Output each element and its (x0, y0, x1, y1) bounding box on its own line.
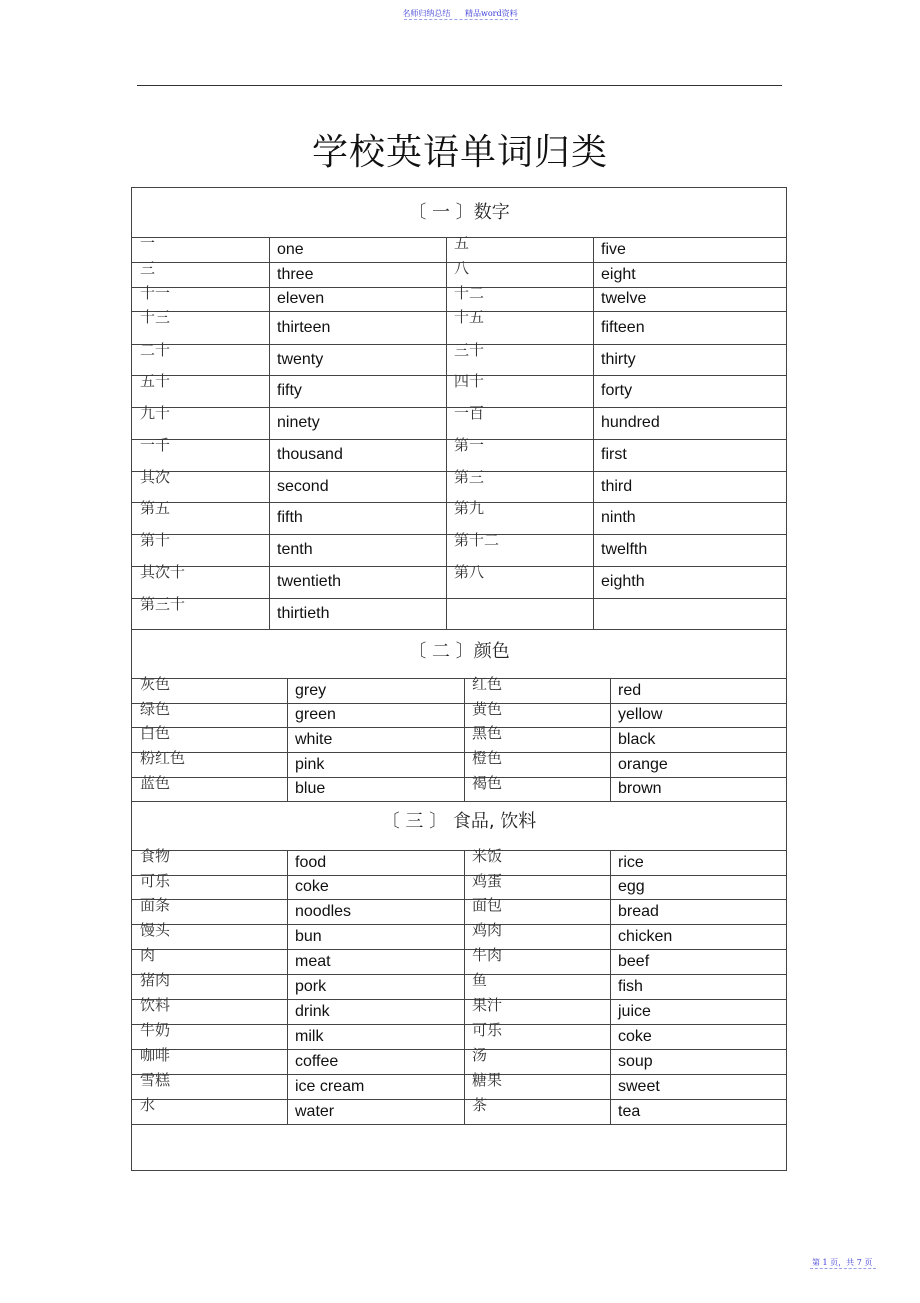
section-heading-divider (132, 678, 786, 679)
chinese-word: 红色 (472, 675, 503, 693)
english-word: water (295, 1103, 335, 1120)
section-heading: 〔 一 〕数字 (408, 202, 510, 223)
table-row-divider (132, 875, 786, 876)
chinese-word: 五十 (140, 372, 171, 390)
column-divider (287, 678, 288, 801)
chinese-word: 第十 (140, 531, 171, 549)
chinese-word: 三 (140, 259, 156, 277)
chinese-word: 果汁 (472, 996, 503, 1014)
english-word: fifteen (601, 319, 645, 336)
top-rule (137, 85, 782, 86)
page-header (0, 8, 920, 19)
table-row-divider (132, 629, 786, 630)
chinese-word: 第一 (454, 436, 485, 454)
footer-dashed-rule (810, 1268, 876, 1269)
english-word: egg (618, 878, 645, 895)
english-word: drink (295, 1003, 330, 1020)
english-word: bread (618, 903, 659, 920)
chinese-word: 蓝色 (140, 774, 171, 792)
column-divider (593, 237, 594, 629)
english-word: eleven (277, 290, 325, 307)
chinese-word: 糖果 (472, 1071, 503, 1089)
chinese-word: 肉 (140, 946, 156, 964)
section-heading: 〔 三 〕 食品, 饮料 (381, 811, 537, 832)
chinese-word: 其次 (140, 468, 171, 486)
column-divider (610, 850, 611, 1124)
english-word: noodles (295, 903, 352, 920)
chinese-word: 五 (454, 234, 470, 252)
chinese-word: 二十 (140, 341, 171, 359)
english-word: coffee (295, 1053, 339, 1070)
chinese-word: 水 (140, 1096, 156, 1114)
english-word: fifty (277, 382, 302, 399)
chinese-word: 黑色 (472, 724, 503, 742)
chinese-word: 十二 (454, 284, 485, 302)
english-word: red (618, 682, 642, 699)
chinese-word: 八 (454, 259, 470, 277)
chinese-word: 汤 (472, 1046, 488, 1064)
chinese-word: 白色 (140, 724, 171, 742)
column-divider (269, 237, 270, 629)
english-word: grey (295, 682, 327, 699)
table-row-divider (132, 1049, 786, 1050)
chinese-word: 米饭 (472, 847, 503, 865)
english-word: twenty (277, 351, 324, 368)
english-word: thirty (601, 351, 636, 368)
english-word: food (295, 854, 327, 871)
chinese-word: 食物 (140, 847, 171, 865)
english-word: beef (618, 953, 650, 970)
table-row-divider (132, 1099, 786, 1100)
english-word: thousand (277, 446, 343, 463)
table-row-divider (132, 777, 786, 778)
chinese-word: 牛奶 (140, 1021, 171, 1039)
chinese-word: 可乐 (472, 1021, 503, 1039)
header-left-text: 名师归纳总结 (402, 9, 451, 18)
chinese-word: 第三十 (140, 595, 186, 613)
english-word: twelve (601, 290, 647, 307)
english-word: soup (618, 1053, 653, 1070)
chinese-word: 十五 (454, 308, 485, 326)
chinese-word: 黄色 (472, 700, 503, 718)
english-word: rice (618, 854, 644, 871)
table-row-divider (132, 924, 786, 925)
chinese-word: 馒头 (140, 921, 171, 939)
table-row-divider (132, 974, 786, 975)
english-word: fifth (277, 509, 303, 526)
english-word: brown (618, 780, 662, 797)
chinese-word: 第三 (454, 468, 485, 486)
chinese-word: 面条 (140, 896, 171, 914)
english-word: yellow (618, 706, 663, 723)
chinese-word: 其次十 (140, 563, 186, 581)
chinese-word: 第八 (454, 563, 485, 581)
table-row-divider (132, 598, 786, 599)
english-word: pink (295, 756, 325, 773)
english-word: milk (295, 1028, 324, 1045)
page-title: 学校英语单词归类 (311, 132, 608, 173)
table-row-divider (132, 999, 786, 1000)
column-divider (446, 237, 447, 629)
english-word: white (295, 731, 333, 748)
chinese-word: 一百 (454, 404, 485, 422)
chinese-word: 茶 (472, 1096, 488, 1114)
chinese-word: 牛肉 (472, 946, 503, 964)
table-row-divider (132, 1124, 786, 1125)
english-word: three (277, 266, 314, 283)
chinese-word: 猪肉 (140, 971, 171, 989)
chinese-word: 面包 (472, 896, 503, 914)
section-heading: 〔 二 〕颜色 (408, 641, 510, 662)
chinese-word: 可乐 (140, 872, 171, 890)
english-word: second (277, 478, 329, 495)
english-word: five (601, 241, 626, 258)
chinese-word: 灰色 (140, 675, 171, 693)
english-word: pork (295, 978, 327, 995)
english-word: coke (618, 1028, 652, 1045)
chinese-word: 鸡蛋 (472, 872, 503, 890)
chinese-word: 绿色 (140, 700, 171, 718)
chinese-word: 橙色 (472, 749, 503, 767)
english-word: third (601, 478, 633, 495)
english-word: hundred (601, 414, 660, 431)
english-word: green (295, 706, 336, 723)
header-right-text: 精品word资料 (464, 9, 518, 18)
chinese-word: 第九 (454, 499, 485, 517)
chinese-word: 九十 (140, 404, 171, 422)
english-word: eighth (601, 573, 645, 590)
table-row-divider (132, 752, 786, 753)
chinese-word: 第五 (140, 499, 171, 517)
column-divider (464, 850, 465, 1124)
english-word: blue (295, 780, 326, 797)
chinese-word: 雪糕 (140, 1071, 171, 1089)
english-word: orange (618, 756, 668, 773)
english-word: coke (295, 878, 329, 895)
header-dashed-rule (404, 19, 518, 20)
english-word: fish (618, 978, 643, 995)
english-word: sweet (618, 1078, 660, 1095)
english-word: twelfth (601, 541, 648, 558)
section-heading-divider (132, 850, 786, 851)
english-word: thirteen (277, 319, 331, 336)
table-row-divider (132, 899, 786, 900)
column-divider (610, 678, 611, 801)
chinese-word: 饮料 (140, 996, 171, 1014)
table-row-divider (132, 949, 786, 950)
english-word: twentieth (277, 573, 342, 590)
table-row-divider (132, 703, 786, 704)
chinese-word: 粉红色 (140, 749, 186, 767)
chinese-word: 一 (140, 234, 156, 252)
chinese-word: 第十二 (454, 531, 500, 549)
english-word: tenth (277, 541, 313, 558)
column-divider (287, 850, 288, 1124)
page-footer: 第 1 页，共 7 页 (812, 1258, 873, 1267)
chinese-word: 咖啡 (140, 1046, 171, 1064)
english-word: eight (601, 266, 636, 283)
chinese-word: 十一 (140, 284, 171, 302)
english-word: juice (618, 1003, 651, 1020)
chinese-word: 三十 (454, 341, 485, 359)
table-row-divider (132, 1074, 786, 1075)
english-word: bun (295, 928, 322, 945)
english-word: ninety (277, 414, 320, 431)
english-word: forty (601, 382, 633, 399)
chinese-word: 一千 (140, 436, 171, 454)
chinese-word: 鸡肉 (472, 921, 503, 939)
english-word: tea (618, 1103, 641, 1120)
table-row-divider (132, 801, 786, 802)
chinese-word: 鱼 (472, 971, 488, 989)
english-word: meat (295, 953, 331, 970)
column-divider (464, 678, 465, 801)
table-row-divider (132, 1024, 786, 1025)
english-word: chicken (618, 928, 673, 945)
english-word: ice cream (295, 1078, 365, 1095)
english-word: thirtieth (277, 605, 330, 622)
chinese-word: 四十 (454, 372, 485, 390)
chinese-word: 十三 (140, 308, 171, 326)
table-row-divider (132, 727, 786, 728)
english-word: ninth (601, 509, 636, 526)
vocabulary-table (131, 187, 787, 1171)
english-word: black (618, 731, 656, 748)
english-word: one (277, 241, 304, 258)
chinese-word: 褐色 (472, 774, 503, 792)
english-word: first (601, 446, 627, 463)
